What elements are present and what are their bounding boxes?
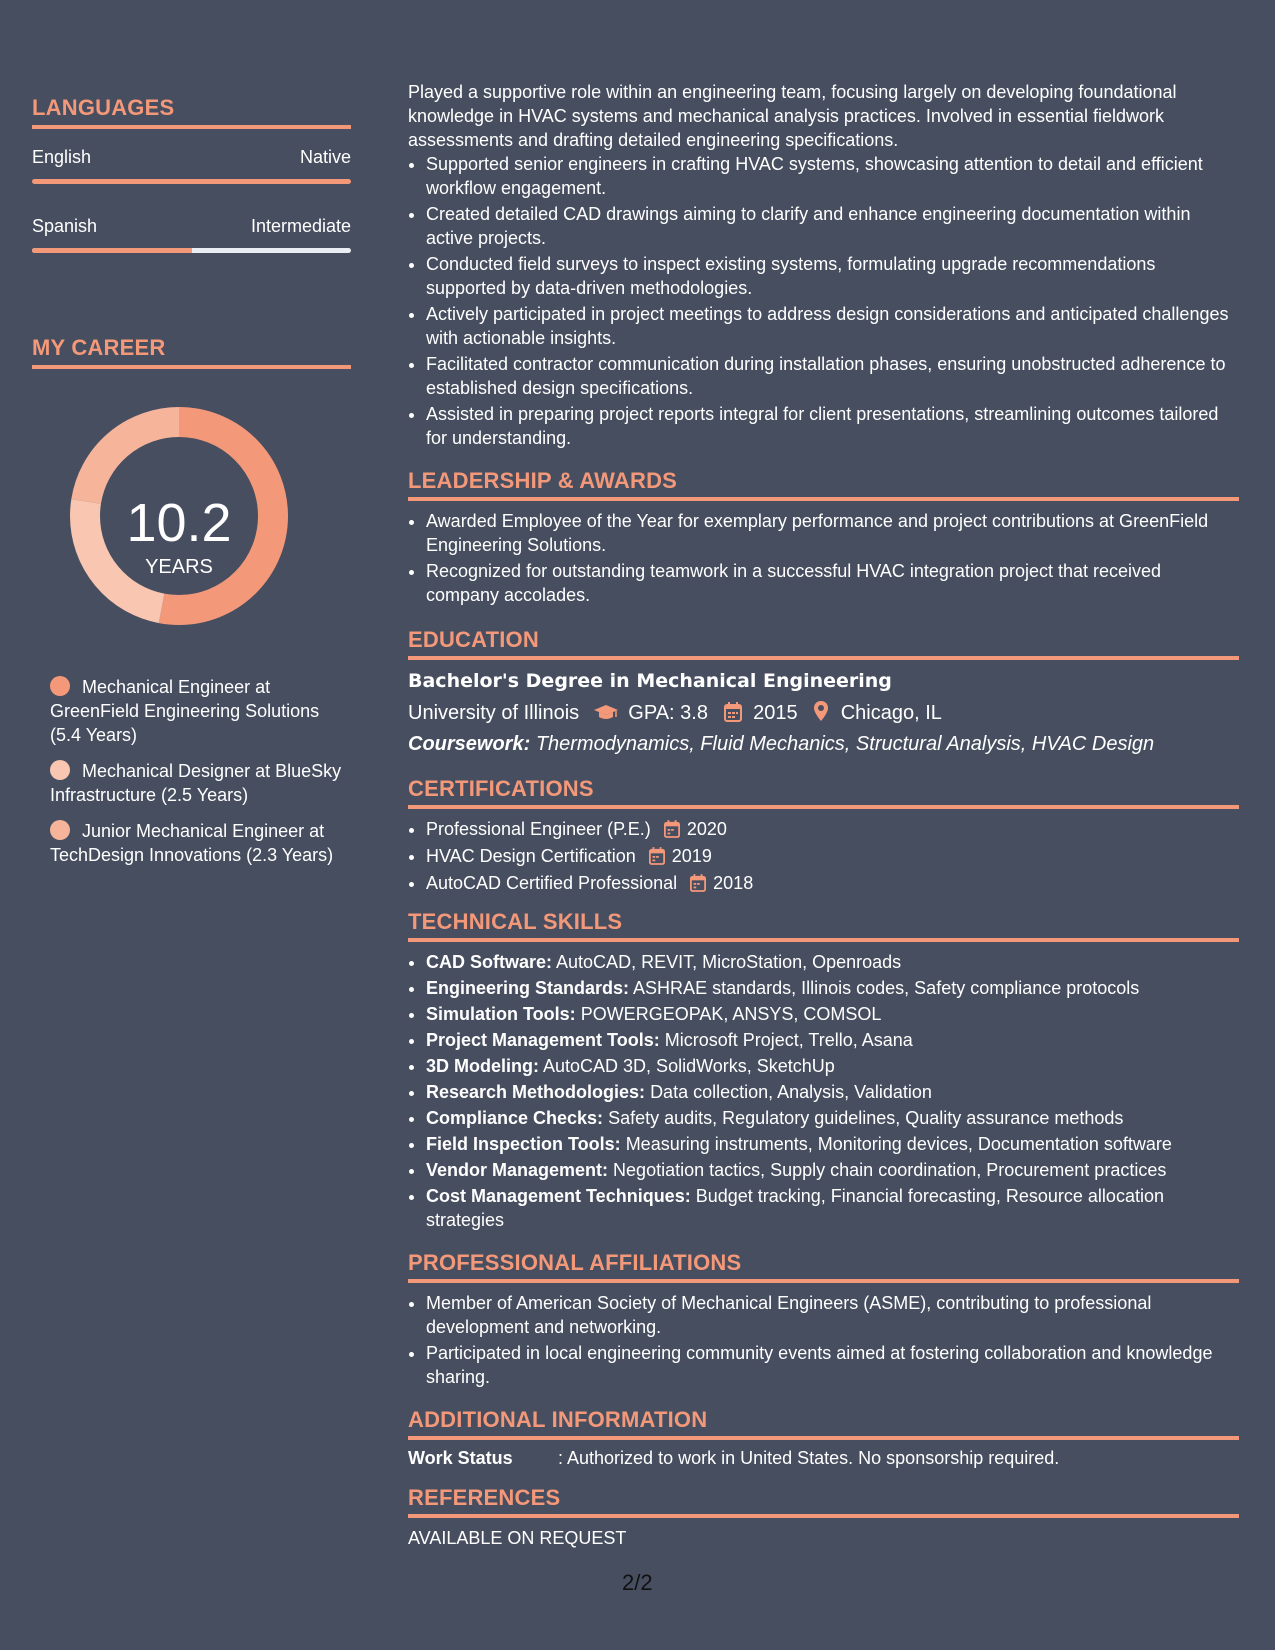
experience-bullets <box>408 152 1239 450</box>
experience-bullet: • Supported senior engineers in crafting HVAC systems, showcasing attention to detail and efficient workflow engagement. <box>426 152 1239 200</box>
affiliations-section <box>408 1250 1239 1389</box>
language-bar-fill <box>32 248 192 253</box>
experience-summary: Played a supportive role within an engineering team, focusing largely on developing foundational knowledge in HVAC systems and mechanical analysis practices. Involved in essential fieldwork assessments and drafting detailed engineering specifications. <box>408 82 1177 150</box>
language-spanish <box>32 216 351 253</box>
coursework-label: Coursework: <box>408 733 531 755</box>
main-content <box>408 0 1239 1549</box>
education-section <box>408 627 1239 756</box>
skill-item <box>426 1002 1239 1026</box>
references-text: AVAILABLE ON REQUEST <box>408 1528 627 1548</box>
legend-dot-icon <box>50 820 70 840</box>
language-english <box>32 147 351 184</box>
languages-heading: LANGUAGES <box>32 95 351 129</box>
certifications-heading: CERTIFICATIONS <box>408 776 1239 809</box>
affiliation-item: • Participated in local engineering community events aimed at fostering collaboration and knowledge sharing. <box>426 1341 1239 1389</box>
certification-name: HVAC Design Certification <box>426 846 636 866</box>
skill-value: AutoCAD 3D, SolidWorks, SketchUp <box>543 1056 835 1076</box>
language-level: Native <box>299 147 351 167</box>
education-details <box>408 700 1239 725</box>
education-coursework <box>408 733 1239 756</box>
skill-item <box>426 1184 1239 1232</box>
career-legend-label: Junior Mechanical Engineer at TechDesign Innovations (2.3 Years) <box>50 821 334 865</box>
skill-item <box>426 1132 1239 1156</box>
skill-value: Microsoft Project, Trello, Asana <box>664 1030 913 1050</box>
career-donut-chart <box>32 399 351 639</box>
calendar-icon <box>690 874 706 892</box>
skill-label: Field Inspection Tools: <box>426 1134 621 1154</box>
skills-heading: TECHNICAL SKILLS <box>408 909 1239 942</box>
skill-value: Negotiation tactics, Supply chain coordination, Procurement practices <box>613 1160 1167 1180</box>
skills-list <box>408 950 1239 1232</box>
skill-label: Project Management Tools: <box>426 1030 660 1050</box>
additional-heading: ADDITIONAL INFORMATION <box>408 1407 1239 1440</box>
certification-year: 2018 <box>713 873 754 893</box>
references-section <box>408 1485 1239 1549</box>
work-status-row <box>408 1448 1239 1469</box>
leadership-item: • Recognized for outstanding teamwork in a successful HVAC integration project that received company accolades. <box>426 559 1239 607</box>
work-status-label: Work Status <box>408 1448 513 1468</box>
skill-value: Measuring instruments, Monitoring devices, Documentation software <box>625 1134 1172 1154</box>
language-name: English <box>32 147 92 167</box>
references-heading: REFERENCES <box>408 1485 1239 1518</box>
calendar-icon <box>664 820 680 838</box>
career-total-value: 10.2 <box>126 493 232 553</box>
experience-bullet: • Facilitated contractor communication during installation phases, ensuring unobstructed adherence to established design specifications. <box>426 352 1239 400</box>
legend-dot-icon <box>50 760 70 780</box>
skill-item <box>426 950 1239 974</box>
skill-label: Engineering Standards: <box>426 978 630 998</box>
certification-item <box>426 817 1239 841</box>
skill-item <box>426 1158 1239 1182</box>
certification-name: Professional Engineer (P.E.) <box>426 819 651 839</box>
certifications-section <box>408 776 1239 895</box>
education-year: 2015 <box>753 702 798 724</box>
skill-label: Research Methodologies: <box>426 1082 646 1102</box>
leadership-section <box>408 468 1239 607</box>
skill-value: POWERGEOPAK, ANSYS, COMSOL <box>580 1004 882 1024</box>
skill-value: Data collection, Analysis, Validation <box>650 1082 932 1102</box>
language-bar <box>32 248 351 253</box>
skill-label: CAD Software: <box>426 952 553 972</box>
skill-label: Cost Management Techniques: <box>426 1186 691 1206</box>
career-legend-label: Mechanical Engineer at GreenField Engineering Solutions (5.4 Years) <box>50 677 320 745</box>
experience-bullet: • Conducted field surveys to inspect existing systems, formulating upgrade recommendations supported by data-driven methodologies. <box>426 252 1239 300</box>
calendar-icon <box>724 702 742 722</box>
skill-item <box>426 1054 1239 1078</box>
additional-section <box>408 1407 1239 1469</box>
language-level: Intermediate <box>250 216 351 236</box>
career-section <box>32 335 351 879</box>
certification-name: AutoCAD Certified Professional <box>426 873 678 893</box>
certifications-list <box>408 817 1239 895</box>
skill-value: Budget tracking, Financial forecasting, Resource allocation strategies <box>426 1186 1164 1230</box>
career-legend <box>32 675 351 867</box>
career-total-unit: YEARS <box>145 556 213 578</box>
certification-item <box>426 844 1239 868</box>
experience-bullet: • Assisted in preparing project reports integral for client presentations, streamlining outcomes tailored for understanding. <box>426 402 1239 450</box>
certification-year: 2020 <box>686 819 727 839</box>
language-bar-fill <box>32 179 351 184</box>
skill-label: Compliance Checks: <box>426 1108 604 1128</box>
skill-value: AutoCAD, REVIT, MicroStation, Openroads <box>556 952 902 972</box>
education-school: University of Illinois <box>408 702 580 724</box>
affiliation-item: • Member of American Society of Mechanical Engineers (ASME), contributing to professional development and networking. <box>426 1291 1239 1339</box>
leadership-heading: LEADERSHIP & AWARDS <box>408 468 1239 501</box>
education-degree: Bachelor's Degree in Mechanical Engineering <box>408 670 892 692</box>
skill-label: Vendor Management: <box>426 1160 609 1180</box>
skill-value: ASHRAE standards, Illinois codes, Safety compliance protocols <box>633 978 1140 998</box>
legend-dot-icon <box>50 676 70 696</box>
leadership-item: • Awarded Employee of the Year for exemplary performance and project contributions at GreenField Engineering Solutions. <box>426 509 1239 557</box>
career-legend-label: Mechanical Designer at BlueSky Infrastructure (2.5 Years) <box>50 761 342 805</box>
skill-item <box>426 1080 1239 1104</box>
education-location: Chicago, IL <box>840 702 942 724</box>
location-pin-icon <box>813 700 829 722</box>
languages-section <box>32 95 351 253</box>
skill-item <box>426 976 1239 1000</box>
career-heading: MY CAREER <box>32 335 351 369</box>
career-legend-item <box>32 675 351 747</box>
certification-year: 2019 <box>671 846 712 866</box>
experience-bullet: • Created detailed CAD drawings aiming to clarify and enhance engineering documentation within active projects. <box>426 202 1239 250</box>
affiliations-list <box>408 1291 1239 1389</box>
language-name: Spanish <box>32 216 98 236</box>
career-legend-item <box>32 819 351 867</box>
calendar-icon <box>649 847 665 865</box>
graduation-cap-icon <box>593 704 619 722</box>
experience-bullet: • Actively participated in project meetings to address design considerations and anticipated challenges with actionable insights. <box>426 302 1239 350</box>
education-gpa: GPA: 3.8 <box>628 702 708 724</box>
work-status-value: : Authorized to work in United States. No sponsorship required. <box>558 1448 1060 1468</box>
language-bar <box>32 179 351 184</box>
skill-item <box>426 1028 1239 1052</box>
skills-section <box>408 909 1239 1232</box>
skill-label: 3D Modeling: <box>426 1056 539 1076</box>
career-legend-item <box>32 759 351 807</box>
education-heading: EDUCATION <box>408 627 1239 660</box>
experience-section <box>408 80 1239 450</box>
leadership-list <box>408 509 1239 607</box>
skill-value: Safety audits, Regulatory guidelines, Quality assurance methods <box>608 1108 1124 1128</box>
affiliations-heading: PROFESSIONAL AFFILIATIONS <box>408 1250 1239 1283</box>
coursework-text: Thermodynamics, Fluid Mechanics, Structural Analysis, HVAC Design <box>535 733 1155 755</box>
page-number: 2/2 <box>622 1570 653 1595</box>
skill-label: Simulation Tools: <box>426 1004 576 1024</box>
certification-item <box>426 871 1239 895</box>
skill-item <box>426 1106 1239 1130</box>
